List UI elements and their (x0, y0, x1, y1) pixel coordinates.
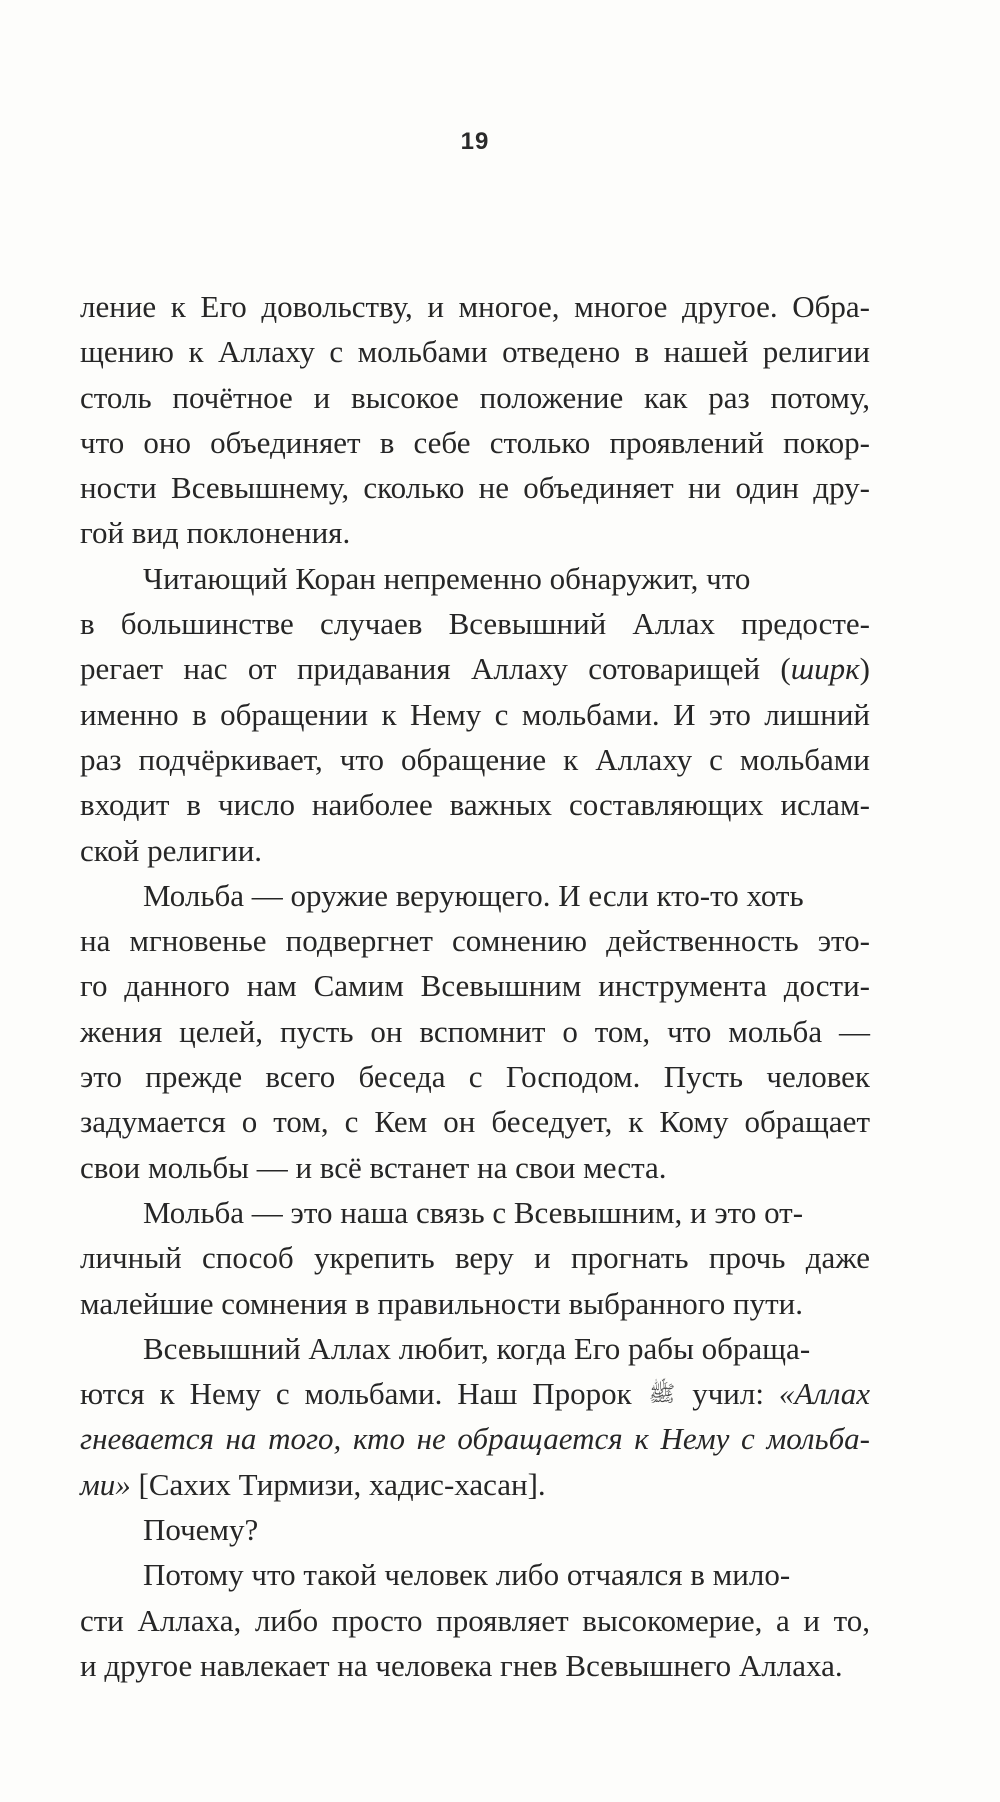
text-line: ской религии. (80, 832, 263, 868)
paragraph-5 (80, 1326, 870, 1507)
salawat-icon: ﷺ (648, 1381, 676, 1407)
text-line: сти Аллаха, либо просто проявляет высокомерие, а и то, (80, 1602, 870, 1638)
text-line: малейшие сомнения в правильности выбранного пути. (80, 1285, 803, 1321)
text-line: Мольба — оружие верующего. И если кто-то хоть (143, 877, 804, 913)
text-line (80, 1462, 870, 1507)
paragraph-7 (80, 1552, 870, 1688)
text-line: щению к Аллаху с мольбами отведено в нашей религии (80, 334, 870, 370)
text-line: ности Всевышнему, сколько не объединяет ни один дру- (80, 470, 870, 506)
paragraph-2 (80, 556, 870, 873)
text-line: входит в число наиболее важных составляющих ислам- (80, 787, 870, 823)
hadith-reference: [Сахих Тирмизи, хадис-хасан]. (130, 1466, 546, 1502)
text-line: что оно объединяет в себе столько проявлений покор- (80, 424, 870, 460)
paragraph-1 (80, 284, 870, 556)
text-fragment: регает нас от придавания Аллаху сотоварищей ( (80, 651, 791, 687)
text-fragment: учил: (692, 1376, 779, 1412)
text-line: жения целей, пусть он вспомнит о том, что мольба — (80, 1013, 870, 1049)
text-line (80, 1416, 870, 1461)
hadith-quote: «Аллах (778, 1376, 871, 1412)
text-line: Потому что такой человек либо отчаялся в мило- (143, 1557, 791, 1593)
text-line: столь почётное и высокое положение как раз потому, (80, 379, 870, 415)
hadith-quote: гневается на того, кто не обращается к Нему с мольба- (80, 1421, 870, 1457)
paragraph-4 (80, 1190, 870, 1326)
paragraph-6 (80, 1507, 870, 1552)
text-line: ление к Его довольству, и многое, многое другое. Обра- (80, 289, 870, 324)
text-line: личный способ укрепить веру и прогнать прочь даже (80, 1240, 870, 1276)
text-fragment: ются к Нему с мольбами. Наш Пророк (80, 1376, 632, 1412)
text-line: свои мольбы — и всё встанет на свои места. (80, 1149, 667, 1185)
text-line: и другое навлекает на человека гнев Всевышнего Аллаха. (80, 1647, 843, 1683)
text-line: Мольба — это наша связь с Всевышним, и это от- (143, 1194, 804, 1230)
body-text (80, 284, 870, 1688)
hadith-quote: ми» (80, 1466, 131, 1502)
text-line: Всевышний Аллах любит, когда Его рабы обраща- (143, 1330, 811, 1366)
text-line: в большинстве случаев Всевышний Аллах предосте- (80, 606, 870, 642)
text-fragment: ) (859, 651, 870, 687)
text-line: раз подчёркивает, что обращение к Аллаху с мольбами (80, 741, 870, 777)
text-line (80, 646, 870, 691)
text-line: это прежде всего беседа с Господом. Пусть человек (80, 1059, 870, 1095)
text-line: именно в обращении к Нему с мольбами. И это лишний (80, 696, 870, 732)
text-line (80, 1371, 870, 1416)
text-line: Почему? (143, 1512, 259, 1548)
italic-term: ширк (790, 651, 860, 687)
text-line: гой вид поклонения. (80, 515, 351, 551)
page-number: 19 (460, 128, 490, 155)
text-line: Читающий Коран непременно обнаружит, что (143, 560, 751, 596)
text-line: го данного нам Самим Всевышним инструмента дости- (80, 968, 870, 1004)
paragraph-3 (80, 873, 870, 1190)
text-line: на мгновенье подвергнет сомнению действенность это- (80, 923, 870, 959)
text-line: задумается о том, с Кем он беседует, к Кому обращает (80, 1104, 870, 1140)
